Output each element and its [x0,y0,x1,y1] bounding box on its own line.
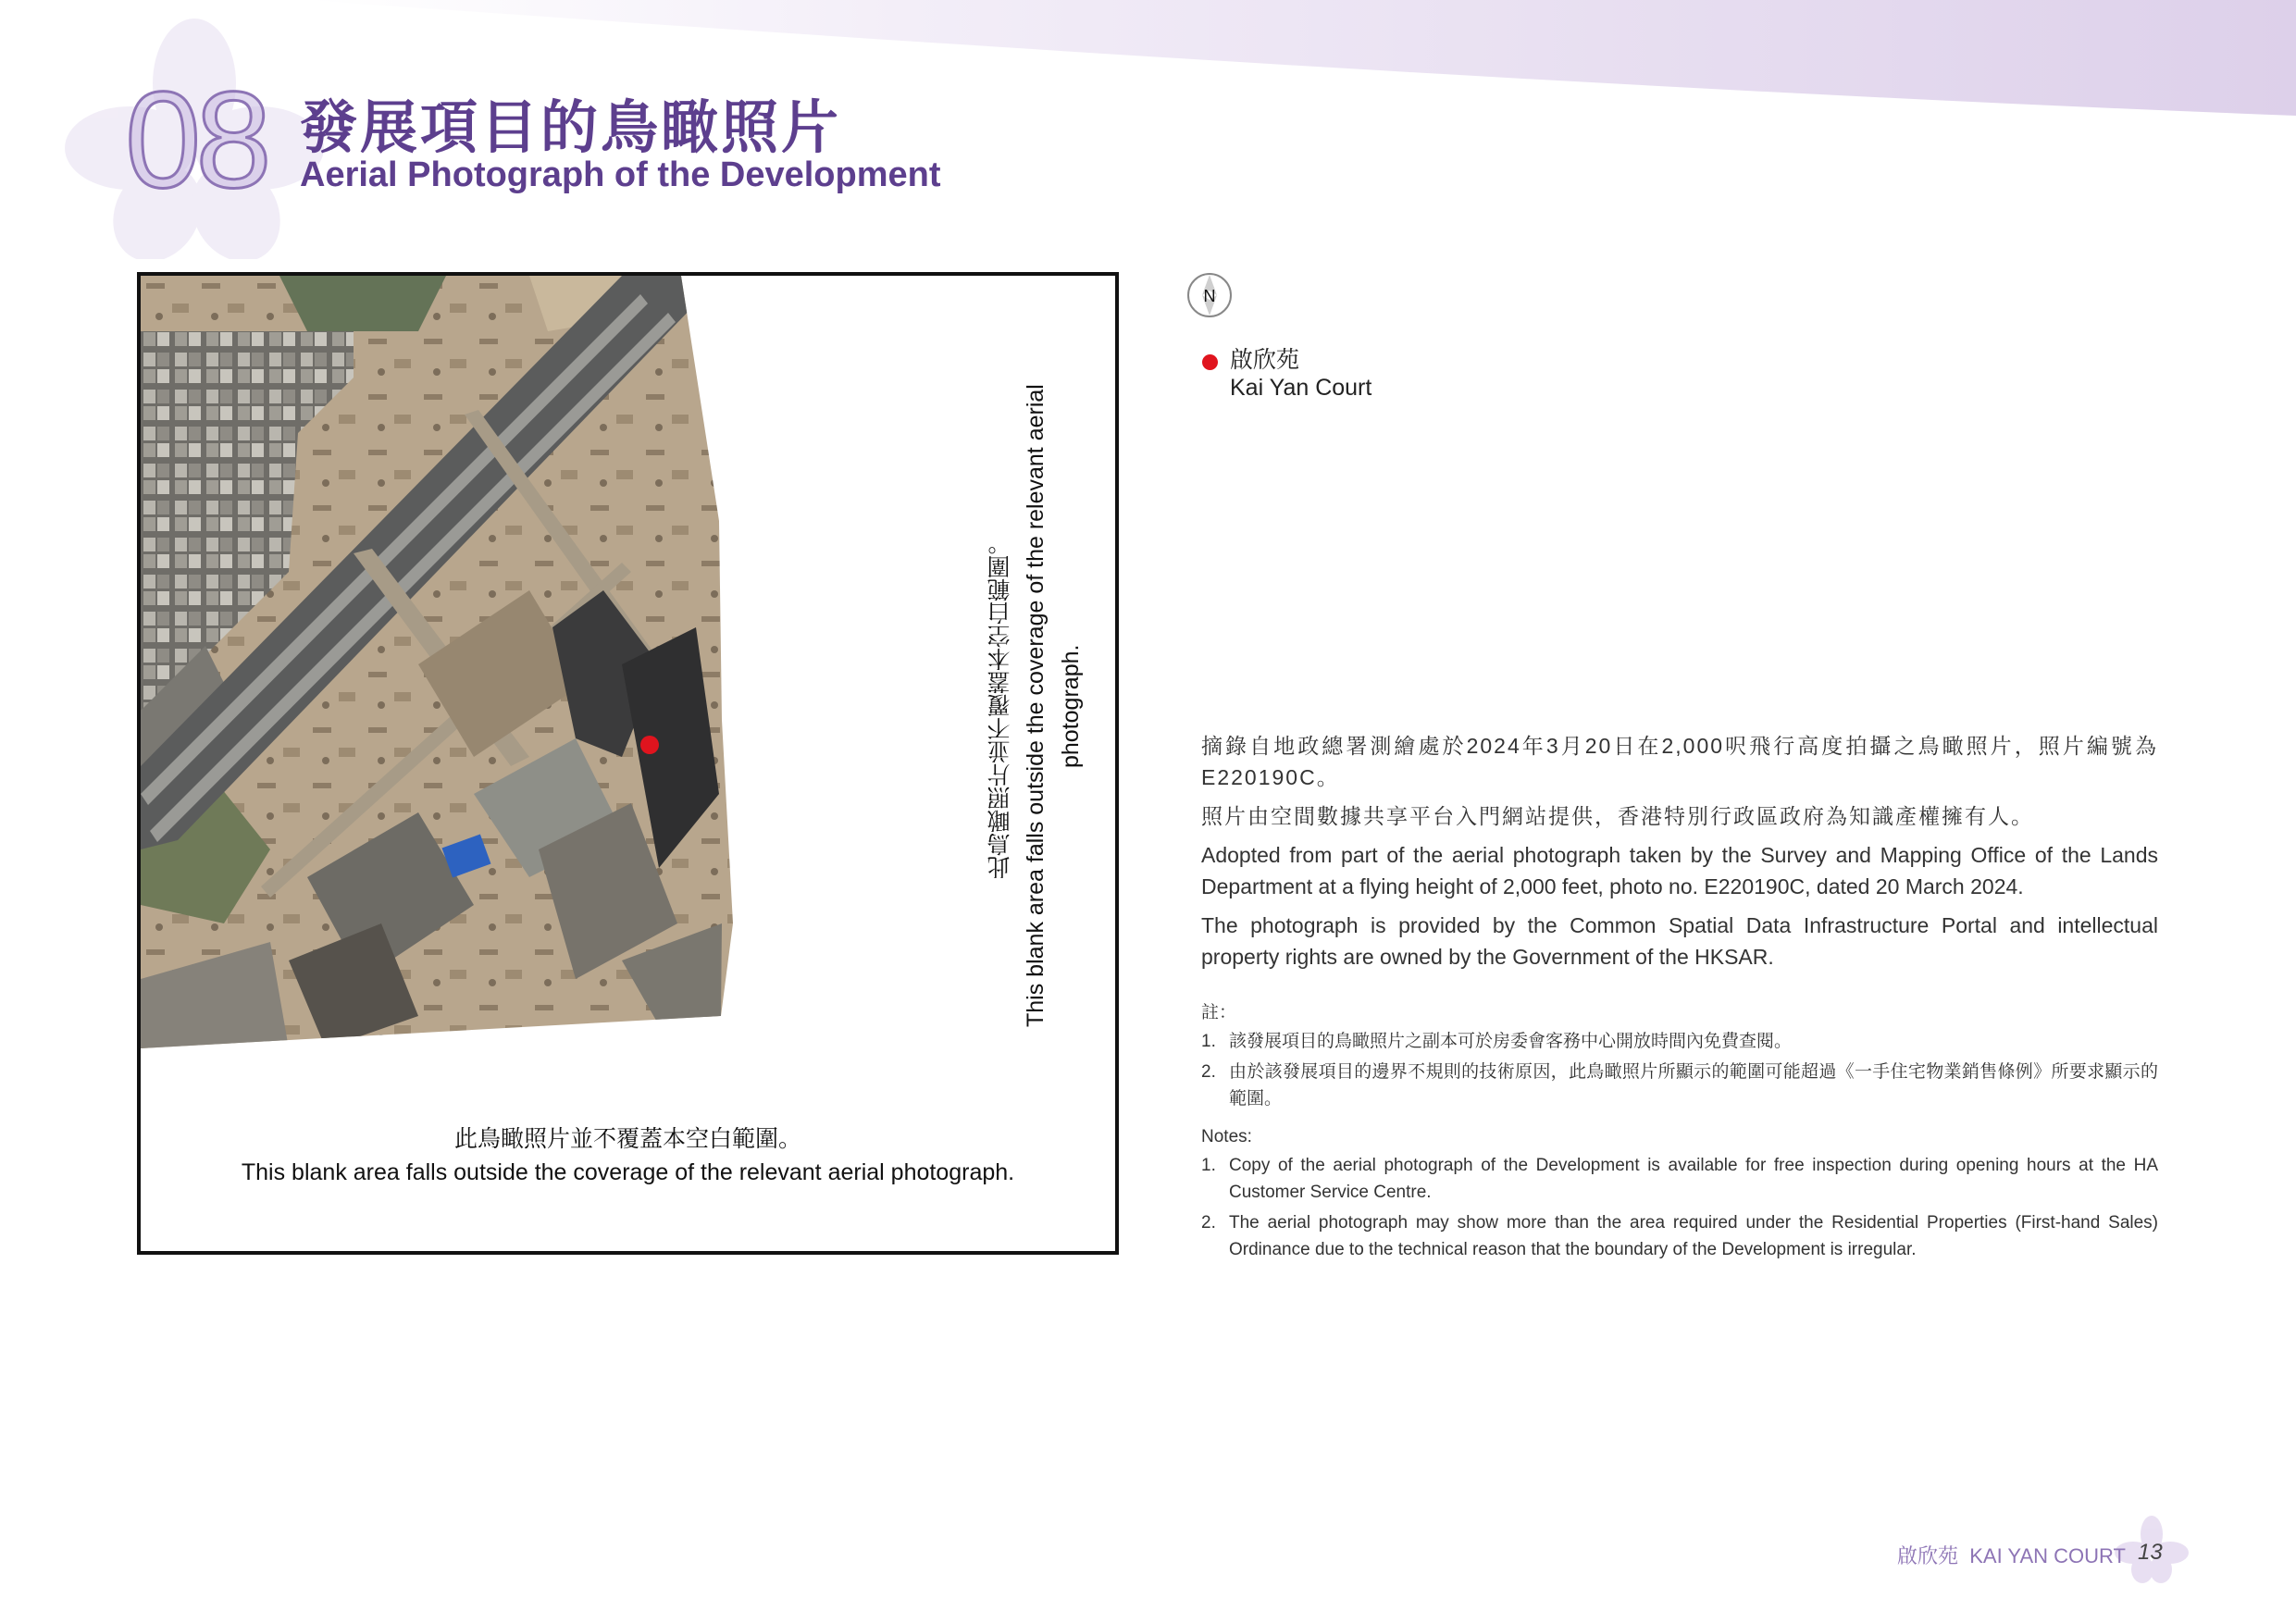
blank-note-zh-vertical: 此鳥瞰照片並不覆蓋本空白範圍。 [987,532,1013,880]
notes-heading-en: Notes: [1201,1127,1252,1146]
aerial-photo-frame [137,272,1119,1255]
photo-credit [1201,730,2158,980]
note-item [1201,1059,2158,1112]
notes-heading-zh: 註： [1201,1003,1237,1022]
credit-en-1: Adopted from part of the aerial photograph taken by the Survey and Mapping Office of the Lands Department at a flying height of 2,000 feet, photo no. E220190C, dated 20 March 2024. [1201,843,2158,898]
compass-label: N [1203,287,1216,305]
blank-note-en-vertical: This blank area falls outside the coverage of the relevant aerial photograph. [1023,384,1084,1028]
north-arrow-icon [1186,272,1233,318]
blank-note-en: This blank area falls outside the coverage of the relevant aerial photograph. [241,1159,1015,1185]
note-number: 2. [1201,1062,1216,1082]
blank-area-note-horizontal [141,1122,1115,1189]
credit-zh-1: 摘錄自地政總署測繪處於2024年3月20日在2,000呎飛行高度拍攝之鳥瞰照片，照片編號為E220190C。 [1201,734,2158,789]
footer-name-zh: 啟欣苑 [1897,1544,1959,1567]
notes-list-zh [1201,1028,2158,1112]
page-title-en: Aerial Photograph of the Development [300,155,941,194]
note-item [1201,1209,2158,1263]
legend-name-en: Kai Yan Court [1230,375,1372,401]
footer-name-en: KAI YAN COURT [1969,1544,2126,1567]
note-text: The aerial photograph may show more than the area required under the Residential Properties (First-hand Sales) Ordinance due to the technical reason that the boundary of the Development is irregular. [1229,1213,2158,1259]
development-location-marker [640,736,659,754]
blank-note-zh: 此鳥瞰照片並不覆蓋本空白範圍。 [453,1126,801,1152]
notes-list-en [1201,1152,2158,1263]
footer-name [1897,1541,2126,1569]
note-text: 該發展項目的鳥瞰照片之副本可於房委會客務中心開放時間內免費查閱。 [1229,1032,1793,1051]
page-title-zh: 發展項目的鳥瞰照片 [300,96,842,160]
note-number: 1. [1201,1156,1216,1175]
legend-marker-dot [1202,354,1218,370]
legend-name-zh: 啟欣苑 [1230,347,1300,373]
note-number: 1. [1201,1032,1216,1051]
blank-area-note-vertical [983,322,1084,1090]
notes [1201,999,2158,1274]
credit-zh-2: 照片由空間數據共享平台入門網站提供，香港特別行政區政府為知識產權擁有人。 [1201,804,2034,828]
note-item [1201,1152,2158,1206]
legend-text [1230,346,1371,402]
note-text: 由於該發展項目的邊界不規則的技術原因，此鳥瞰照片所顯示的範圍可能超過《一手住宅物業銷售條例》所要求顯示的範圍。 [1229,1062,2158,1109]
note-number: 2. [1201,1213,1216,1233]
note-item [1201,1028,2158,1055]
note-text: Copy of the aerial photograph of the Development is available for free inspection during opening hours at the HA Customer Service Centre. [1229,1156,2158,1202]
credit-en-2: The photograph is provided by the Common Spatial Data Infrastructure Portal and intellectual property rights are owned by the Government of the HKSAR. [1201,913,2158,969]
aerial-photograph [141,276,1115,1251]
section-number: 08 [125,64,267,217]
page-number: 13 [2138,1540,2163,1565]
